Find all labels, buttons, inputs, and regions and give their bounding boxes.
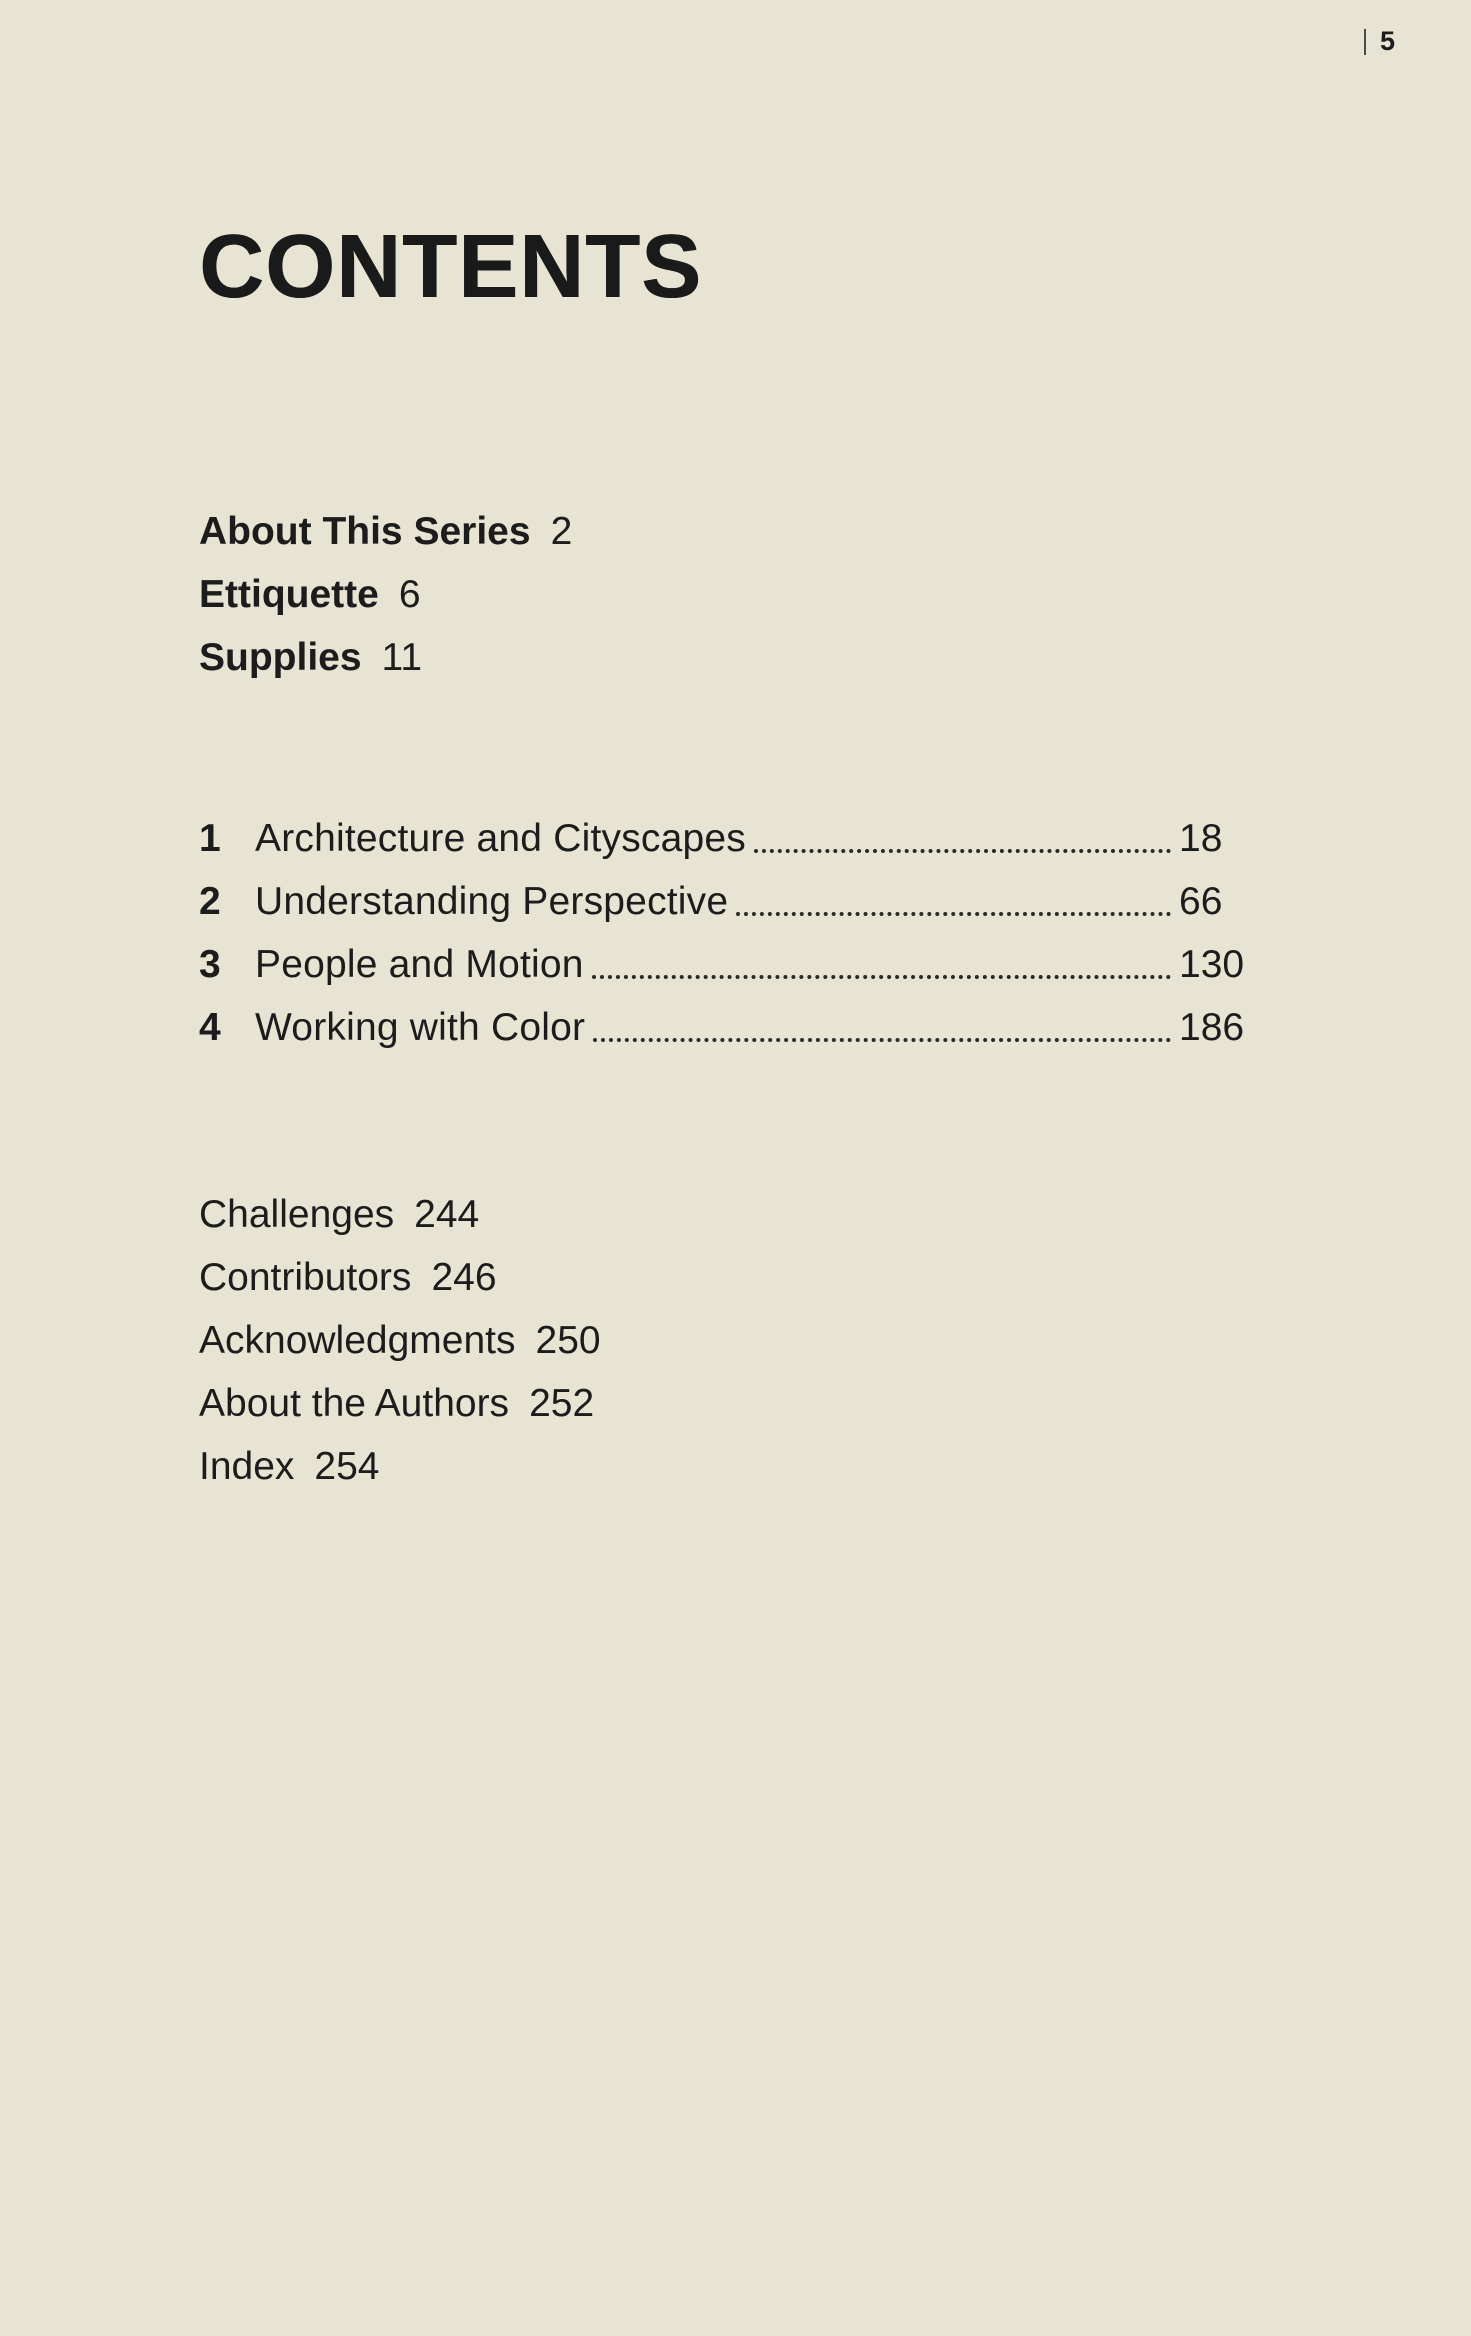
dot-leader: [593, 1038, 1171, 1042]
front-matter-list: [199, 500, 572, 689]
chapter-page: 18: [1179, 816, 1223, 860]
back-matter-page: 244: [414, 1193, 480, 1236]
chapter-item[interactable]: [199, 807, 1251, 870]
back-matter-item[interactable]: [199, 1246, 601, 1309]
front-matter-label: About This Series: [199, 510, 531, 553]
chapter-number: 1: [199, 816, 221, 860]
chapter-page: 130: [1179, 942, 1245, 986]
front-matter-page: 6: [398, 573, 421, 616]
chapter-page: 66: [1179, 879, 1223, 923]
chapter-item[interactable]: [199, 870, 1251, 933]
chapter-title: Understanding Perspective: [255, 879, 729, 923]
chapter-title: People and Motion: [255, 942, 584, 986]
back-matter-label: About the Authors: [199, 1382, 510, 1425]
page-number-rule: [1364, 29, 1366, 55]
chapter-number: 4: [199, 1005, 221, 1049]
chapter-list: [199, 807, 1251, 1059]
back-matter-page: 254: [314, 1445, 380, 1488]
back-matter-item[interactable]: [199, 1309, 601, 1372]
back-matter-item[interactable]: [199, 1372, 601, 1435]
contents-title: CONTENTS: [199, 217, 702, 317]
chapter-page: 186: [1179, 1005, 1245, 1049]
chapter-number: 3: [199, 942, 221, 986]
front-matter-label: Supplies: [199, 636, 362, 679]
front-matter-page: 2: [550, 510, 573, 553]
chapter-item[interactable]: [199, 933, 1251, 996]
back-matter-label: Challenges: [199, 1193, 395, 1236]
chapter-title: Working with Color: [255, 1005, 586, 1049]
back-matter-page: 250: [535, 1319, 601, 1362]
back-matter-label: Index: [199, 1445, 295, 1488]
back-matter-label: Acknowledgments: [199, 1319, 516, 1362]
chapter-item[interactable]: [199, 996, 1251, 1059]
back-matter-item[interactable]: [199, 1183, 601, 1246]
back-matter-label: Contributors: [199, 1256, 412, 1299]
dot-leader: [736, 912, 1171, 916]
dot-leader: [754, 849, 1171, 853]
front-matter-page: 11: [381, 636, 423, 679]
back-matter-page: 246: [431, 1256, 497, 1299]
chapter-number: 2: [199, 879, 221, 923]
back-matter-list: [199, 1183, 601, 1498]
front-matter-item[interactable]: [199, 563, 572, 626]
dot-leader: [592, 975, 1171, 979]
back-matter-page: 252: [529, 1382, 595, 1425]
page-header: [1364, 28, 1395, 55]
front-matter-item[interactable]: [199, 626, 572, 689]
back-matter-item[interactable]: [199, 1435, 601, 1498]
chapter-title: Architecture and Cityscapes: [255, 816, 746, 860]
front-matter-item[interactable]: [199, 500, 572, 563]
page-number: 5: [1379, 26, 1395, 56]
front-matter-label: Ettiquette: [199, 573, 379, 616]
